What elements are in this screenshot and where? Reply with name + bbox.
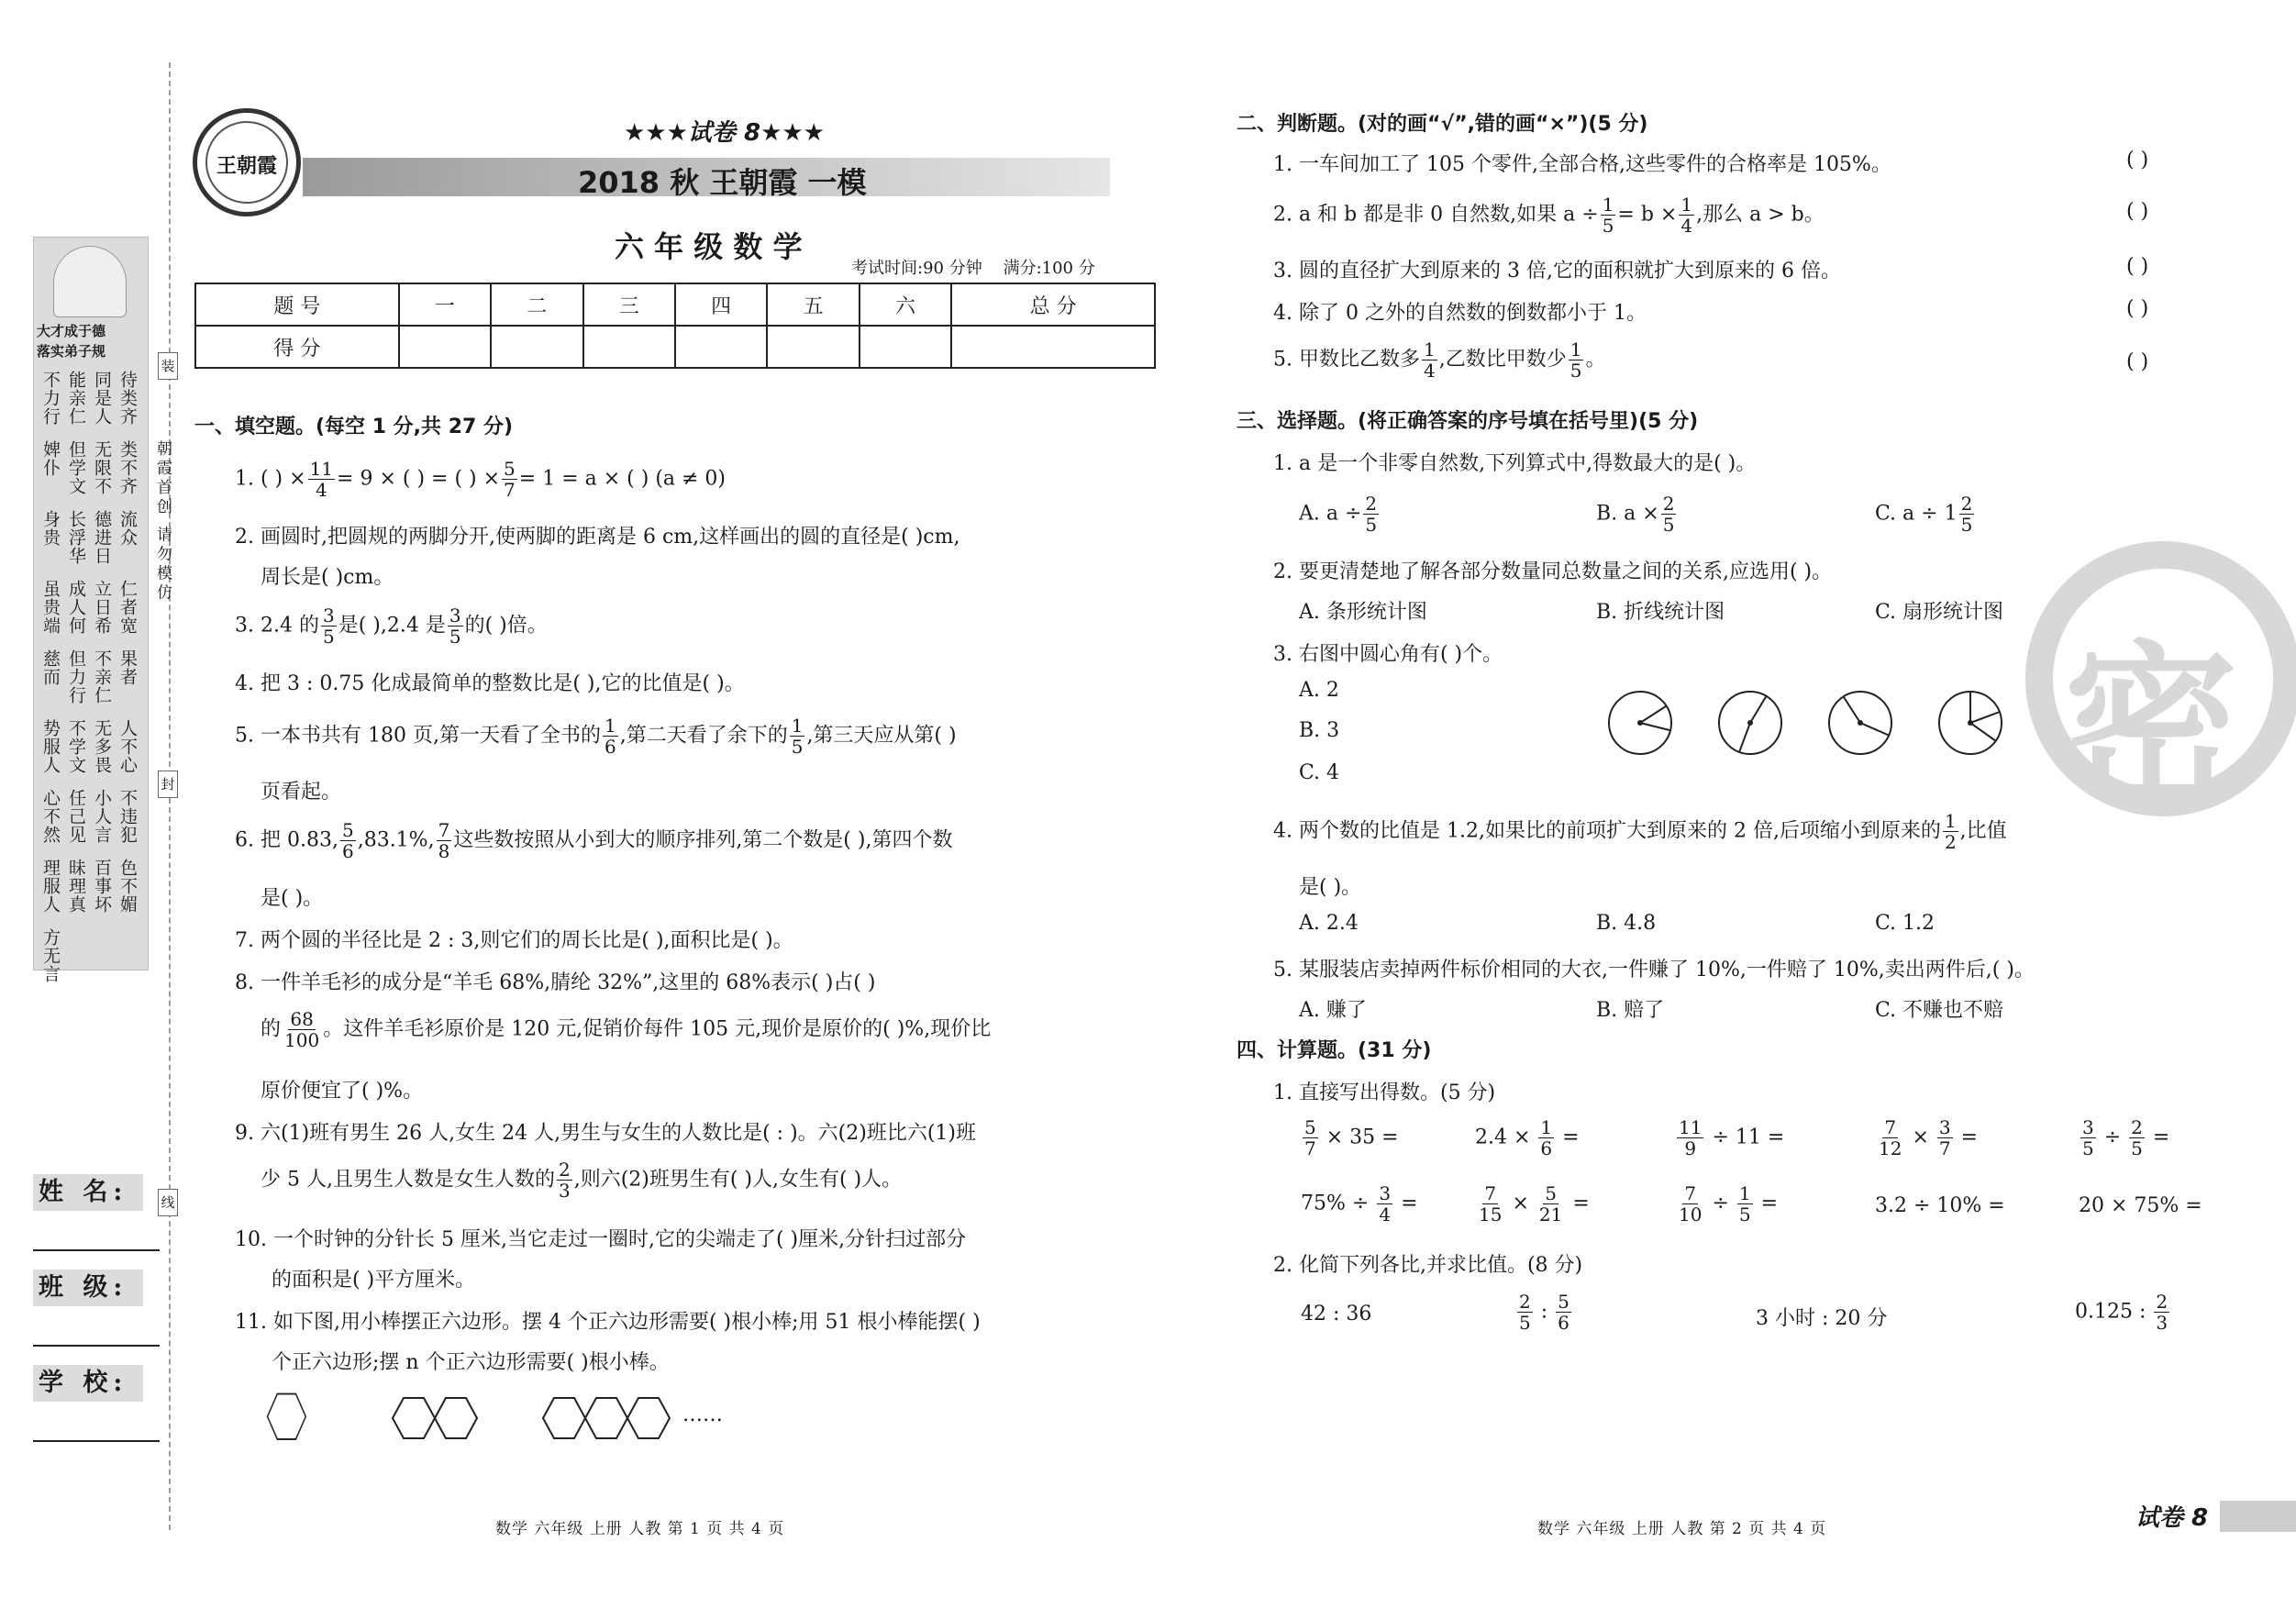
frac <box>1943 811 1958 852</box>
frac-denominator: 5 <box>1365 514 1378 536</box>
motto-block <box>40 371 141 983</box>
frac-numerator: 5 <box>341 819 354 841</box>
score-cell[interactable] <box>951 326 1155 368</box>
frac-numerator: 2 <box>2156 1291 2168 1313</box>
frac-numerator: 5 <box>1304 1116 1316 1138</box>
s1-q6d: 是( )。 <box>261 887 324 910</box>
motto-column: 心不然 <box>40 789 61 844</box>
s2-q3-answer[interactable]: ( ) <box>2126 255 2149 278</box>
s4-q2: 2. 化简下列各比,并求比值。(8 分) <box>1273 1254 1583 1277</box>
school-label: 学 校: <box>33 1365 143 1402</box>
s3-q3-c: C. 4 <box>1299 761 1340 784</box>
motto-top: 大才成于德 <box>37 323 106 339</box>
s1-q10a: 10. 一个时钟的分针长 5 厘米,当它走过一圈时,它的尖端走了( )厘米,分针扫过部分 <box>235 1228 967 1251</box>
frac <box>2080 1117 2096 1159</box>
frac <box>1937 1117 1953 1159</box>
score-cell[interactable] <box>583 326 675 368</box>
hexagon-2b <box>435 1398 477 1438</box>
footer-right: 数学 六年级 上册 人教 第 2 页 共 4 页 <box>1537 1520 1827 1538</box>
series-label: ★★★试卷 8★★★ <box>624 119 825 147</box>
frac <box>1877 1117 1903 1159</box>
frac-denominator: 4 <box>1680 215 1693 237</box>
s1-q8a: 8. 一件羊毛衫的成分是“羊毛 68%,腈纶 32%”,这里的 68%表示( )占( ) <box>235 971 876 994</box>
calc-2-1: 75% ÷ $\frac{3}{4}$ = <box>1301 1182 1418 1225</box>
motto-column: 待类齐 <box>117 371 138 426</box>
frac <box>1538 1117 1554 1159</box>
frac-denominator: 5 <box>2082 1137 2094 1159</box>
frac <box>790 715 805 757</box>
frac-numerator: 68 <box>290 1008 314 1030</box>
exam-title: 2018 秋 王朝霞 一模 <box>578 165 867 200</box>
frac-numerator: 7 <box>1684 1182 1697 1204</box>
frac <box>1677 1117 1703 1159</box>
frac-numerator: 2 <box>2131 1116 2143 1138</box>
s2-q5: 5. 甲数比乙数多 $\frac{1}{4}$ ,乙数比甲数少 $\frac{1}{5}$ 。 <box>1273 338 1606 382</box>
circle-figures <box>1603 686 2044 760</box>
s1-q8d: 原价便宜了( )%。 <box>261 1080 424 1103</box>
score-header-cell: 四 <box>675 283 767 326</box>
frac <box>1556 1292 1571 1333</box>
frac <box>1959 494 1975 535</box>
section3-title: 三、选择题。(将正确答案的序号填在括号里)(5 分) <box>1237 410 1699 433</box>
frac-numerator: 1 <box>1602 194 1614 216</box>
s3-q2-c: C. 扇形统计图 <box>1875 601 2004 624</box>
s3-q3-b: B. 3 <box>1299 719 1340 742</box>
frac-denominator: 7 <box>504 479 516 501</box>
s3-q5-a: A. 赚了 <box>1299 999 1367 1022</box>
s2-q3: 3. 圆的直径扩大到原来的 3 倍,它的面积就扩大到原来的 6 倍。 <box>1273 260 1841 283</box>
motto-column: 小人言 <box>92 789 112 844</box>
frac <box>603 715 618 757</box>
s1-q8b: 的 $\frac{68}{100}$ 。这件羊毛衫原价是 120 元,促销价每件 105 元,现价是原价的( )%,现价比 <box>261 1008 992 1051</box>
section2-title: 二、判断题。(对的画“√”,错的画“×”)(5 分) <box>1237 113 1648 136</box>
frac-denominator: 7 <box>1304 1137 1316 1159</box>
frac-denominator: 6 <box>341 840 354 862</box>
s1-q11a: 11. 如下图,用小棒摆正六边形。摆 4 个正六边形需要( )根小棒;用 51 根小棒能摆( ) <box>235 1311 981 1334</box>
frac-denominator: 5 <box>1519 1312 1531 1334</box>
frac <box>1377 1183 1392 1225</box>
frac-denominator: 5 <box>322 626 335 648</box>
name-field[interactable] <box>33 1249 160 1251</box>
motto-column: 虽贵端 <box>40 580 61 635</box>
s3-q3: 3. 右图中圆心角有( )个。 <box>1273 643 1503 666</box>
frac-denominator: 5 <box>2131 1137 2143 1159</box>
s3-q2-b: B. 折线统计图 <box>1596 601 1725 624</box>
hexagon-ellipsis: …… <box>682 1403 723 1426</box>
calc-1-2: 2.4 × $\frac{1}{6}$ = <box>1475 1116 1580 1159</box>
score-table <box>194 283 1156 369</box>
hexagon-3b <box>585 1398 627 1438</box>
frac <box>1661 494 1677 535</box>
frac-numerator: 5 <box>1558 1291 1569 1313</box>
s2-q4: 4. 除了 0 之外的自然数的倒数都小于 1。 <box>1273 302 1647 325</box>
motto-top-2: 落实弟子规 <box>37 343 106 360</box>
motto-column: 不亲仁 <box>92 649 112 704</box>
school-field[interactable] <box>33 1440 160 1442</box>
calc-2-5: 20 × 75% = <box>2079 1194 2202 1217</box>
frac <box>1477 1183 1503 1225</box>
frac-numerator: 3 <box>1938 1116 1951 1138</box>
score-header-cell: 六 <box>860 283 951 326</box>
frac-numerator: 2 <box>1960 493 1973 515</box>
s4-q1: 1. 直接写出得数。(5 分) <box>1273 1081 1496 1104</box>
calc-2-2: $\frac{7}{15}$ × $\frac{5}{21}$ = <box>1479 1182 1590 1225</box>
logo-text: 王朝霞 <box>216 154 277 178</box>
score-header-cell: 五 <box>767 283 859 326</box>
frac-denominator: 5 <box>1960 514 1973 536</box>
ratio-4: 0.125 : $\frac{2}{3}$ <box>2075 1291 2168 1334</box>
frac-numerator: 7 <box>438 819 450 841</box>
s2-q5-answer[interactable]: ( ) <box>2126 350 2149 373</box>
section4-title: 四、计算题。(31 分) <box>1237 1039 1432 1062</box>
scholar-illustration <box>53 246 127 317</box>
frac <box>502 459 517 500</box>
frac <box>437 820 452 861</box>
s1-q10b: 的面积是( )平方厘米。 <box>272 1269 476 1292</box>
frac-numerator: 5 <box>504 458 516 480</box>
motto-column: 不学文 <box>66 719 86 774</box>
frac-denominator: 100 <box>284 1029 320 1051</box>
s1-q9b: 少 5 人,且男生人数是女生人数的 $\frac{2}{3}$ ,则六(2)班男生有( )人,女生有( )人。 <box>261 1159 903 1202</box>
frac <box>1679 194 1694 236</box>
frac-numerator: 7 <box>1884 1116 1897 1138</box>
frac <box>308 459 335 500</box>
frac-numerator: 11 <box>1679 1116 1703 1138</box>
name-label: 姓 名: <box>33 1174 143 1211</box>
s3-q5-b: B. 赔了 <box>1596 999 1665 1022</box>
footer-band <box>2220 1501 2296 1532</box>
frac <box>1737 1183 1753 1225</box>
frac-denominator: 4 <box>1423 360 1436 382</box>
frac <box>557 1159 572 1201</box>
frac <box>1517 1292 1533 1333</box>
score-row-label: 得 分 <box>195 326 399 368</box>
frac-numerator: 1 <box>1680 194 1693 216</box>
score-cell[interactable] <box>399 326 491 368</box>
frac-numerator: 1 <box>1944 810 1957 832</box>
motto-column: 能亲仁 <box>66 371 86 426</box>
frac <box>1537 1183 1564 1225</box>
s1-q2b: 周长是( )cm。 <box>261 566 394 589</box>
tag-bottom: 线 <box>158 1189 178 1216</box>
s3-q3-a: A. 2 <box>1299 679 1339 702</box>
score-cell[interactable] <box>860 326 951 368</box>
s2-q2-answer[interactable]: ( ) <box>2126 200 2149 223</box>
s1-q6: 6. 把 0.83, $\frac{5}{6}$ ,83.1%, $\frac{7}{8}$ 这些数按照从小到大的顺序排列,第二个数是( ),第四个数 <box>235 819 953 862</box>
ratio-1: 42 : 36 <box>1301 1303 1372 1325</box>
motto-column: 同是人 <box>92 371 112 426</box>
frac <box>1303 1117 1318 1159</box>
motto-column: 方无言 <box>40 928 61 983</box>
motto-column: 不违犯 <box>117 789 138 844</box>
frac-denominator: 5 <box>1569 360 1582 382</box>
calc-2-4: 3.2 ÷ 10% = <box>1875 1194 2005 1217</box>
frac-numerator: 2 <box>558 1159 571 1181</box>
frac-numerator: 11 <box>309 458 334 480</box>
s3-q5: 5. 某服装店卖掉两件标价相同的大衣,一件赚了 10%,一件赔了 10%,卖出两件后,( )。 <box>1273 959 2035 981</box>
frac-numerator: 1 <box>791 715 804 737</box>
frac-numerator: 2 <box>1365 493 1378 515</box>
s2-q1: 1. 一车间加工了 105 个零件,全部合格,这些零件的合格率是 105%。 <box>1273 153 1891 176</box>
frac-numerator: 1 <box>1738 1182 1751 1204</box>
exam-info: 考试时间:90 分钟 满分:100 分 <box>851 259 1095 278</box>
frac <box>283 1009 321 1050</box>
hexagon-figure <box>266 1387 743 1451</box>
frac-denominator: 5 <box>1662 514 1675 536</box>
frac-numerator: 1 <box>1569 338 1582 360</box>
frac <box>1677 1183 1703 1225</box>
frac-denominator: 5 <box>791 736 804 758</box>
s3-q1: 1. a 是一个非零自然数,下列算式中,得数最大的是( )。 <box>1273 452 1757 475</box>
motto-column: 果者 <box>117 649 138 686</box>
hexagon-3a <box>543 1398 585 1438</box>
s2-q4-answer[interactable]: ( ) <box>2126 297 2149 320</box>
frac-denominator: 8 <box>438 840 450 862</box>
frac-numerator: 3 <box>1379 1182 1392 1204</box>
motto-column: 成人何 <box>66 580 86 635</box>
score-cell[interactable] <box>675 326 767 368</box>
motto-column: 人不心 <box>117 719 138 774</box>
seal-mark: 密 <box>2064 624 2239 828</box>
ratio-2: $\frac{2}{5}$ : $\frac{5}{6}$ <box>1519 1291 1569 1334</box>
s1-q5: 5. 一本书共有 180 页,第一天看了全书的 $\frac{1}{6}$ ,第二天看了余下的 $\frac{1}{5}$ ,第三天应从第( ) <box>235 715 957 758</box>
frac-denominator: 5 <box>1602 215 1614 237</box>
motto-column: 慈而 <box>40 649 61 686</box>
s3-q1-c: C. a ÷ 1 $\frac{2}{5}$ <box>1875 493 1973 536</box>
score-header-cell: 总 分 <box>951 283 1155 326</box>
frac-denominator: 4 <box>315 479 327 501</box>
s1-q11b: 个正六边形;摆 n 个正六边形需要( )根小棒。 <box>272 1351 670 1374</box>
frac-denominator: 10 <box>1679 1203 1703 1225</box>
s3-q1-b: B. a × $\frac{2}{5}$ <box>1596 493 1675 536</box>
motto-column: 不力行 <box>40 371 61 426</box>
class-label: 班 级: <box>33 1270 143 1306</box>
frac-numerator: 1 <box>1423 338 1436 360</box>
section1-title: 一、填空题。(每空 1 分,共 27 分) <box>194 416 514 438</box>
motto-column: 昧理真 <box>66 859 86 914</box>
footer-left: 数学 六年级 上册 人教 第 1 页 共 4 页 <box>495 1520 785 1538</box>
motto-column: 但力行 <box>66 649 86 704</box>
motto-column: 仁者宽 <box>117 580 138 635</box>
logo <box>205 121 288 204</box>
motto-column: 势服人 <box>40 719 61 774</box>
s3-q4c: 是( )。 <box>1299 876 1362 899</box>
s3-q4-c: C. 1.2 <box>1875 912 1936 935</box>
frac-denominator: 3 <box>2156 1312 2168 1334</box>
s2-q1-answer[interactable]: ( ) <box>2126 149 2149 172</box>
frac-numerator: 3 <box>322 604 335 627</box>
motto-column: 身贵 <box>40 510 61 547</box>
frac-numerator: 2 <box>1662 493 1675 515</box>
score-header-cell: 一 <box>399 283 491 326</box>
class-field[interactable] <box>33 1345 160 1347</box>
footer-exam-label: 试卷 8 <box>2135 1504 2209 1532</box>
frac <box>340 820 356 861</box>
s1-q2a: 2. 画圆时,把圆规的两脚分开,使两脚的距离是 6 cm,这样画出的圆的直径是( )cm, <box>235 526 960 549</box>
motto-column: 色不媚 <box>117 859 138 914</box>
calc-2-3: $\frac{7}{10}$ ÷ $\frac{1}{5}$ = <box>1679 1182 1779 1225</box>
frac <box>448 605 463 647</box>
frac-numerator: 2 <box>1519 1291 1531 1313</box>
frac-denominator: 6 <box>1540 1137 1553 1159</box>
frac-numerator: 1 <box>1540 1116 1553 1138</box>
s3-q4-a: A. 2.4 <box>1299 912 1359 935</box>
frac <box>2129 1117 2145 1159</box>
frac-denominator: 6 <box>1558 1312 1569 1334</box>
s3-q4-b: B. 4.8 <box>1596 912 1657 935</box>
s1-q4: 4. 把 3 : 0.75 化成最简单的整数比是( ),它的比值是( )。 <box>235 672 745 695</box>
motto-column: 婢仆 <box>40 440 61 477</box>
frac-numerator: 3 <box>449 604 461 627</box>
side-notice: 朝霞首创 请勿模仿 <box>153 440 172 604</box>
hexagon-2a <box>393 1398 435 1438</box>
frac-denominator: 15 <box>1479 1203 1503 1225</box>
hexagon-3c <box>627 1398 670 1438</box>
calc-1-4: $\frac{7}{12}$ × $\frac{3}{7}$ = <box>1879 1116 1979 1159</box>
hexagon-1 <box>268 1394 306 1439</box>
ratio-3: 3 小时 : 20 分 <box>1756 1307 1888 1330</box>
s1-q1: 1. ( ) × $\frac{11}{4}$ = 9 × ( ) = ( ) × $\frac{5}{7}$ = 1 = a × ( ) (a ≠ 0) <box>235 458 727 501</box>
frac-denominator: 9 <box>1684 1137 1697 1159</box>
frac-denominator: 3 <box>558 1180 571 1202</box>
motto-column: 类不齐 <box>117 440 138 495</box>
motto-column: 无多畏 <box>92 719 112 774</box>
s3-q1-a: A. a ÷ $\frac{2}{5}$ <box>1299 493 1378 536</box>
score-cell[interactable] <box>767 326 859 368</box>
calc-1-1: $\frac{5}{7}$ × 35 = <box>1304 1116 1399 1159</box>
score-header-cell: 二 <box>491 283 582 326</box>
motto-column: 德进日 <box>92 510 112 565</box>
frac <box>1422 339 1437 381</box>
s1-q3: 3. 2.4 的 $\frac{3}{5}$ 是( ),2.4 是 $\frac{3}{5}$ 的( )倍。 <box>235 604 548 648</box>
s1-q5d: 页看起。 <box>261 781 342 804</box>
frac-denominator: 4 <box>1379 1203 1392 1225</box>
frac-denominator: 6 <box>604 736 616 758</box>
frac-denominator: 5 <box>1738 1203 1751 1225</box>
frac-denominator: 2 <box>1944 831 1957 853</box>
frac-numerator: 5 <box>1545 1182 1557 1204</box>
motto-column: 流众 <box>117 510 138 547</box>
subject-title: 六 年 级 数 学 <box>615 229 803 264</box>
score-cell[interactable] <box>491 326 582 368</box>
score-header-cell: 题 号 <box>195 283 399 326</box>
calc-1-3: $\frac{11}{9}$ ÷ 11 = <box>1679 1116 1785 1159</box>
calc-1-5: $\frac{3}{5}$ ÷ $\frac{2}{5}$ = <box>2082 1116 2170 1159</box>
motto-column: 理服人 <box>40 859 61 914</box>
motto-column: 立日希 <box>92 580 112 635</box>
s3-q4: 4. 两个数的比值是 1.2,如果比的前项扩大到原来的 2 倍,后项缩小到原来的 $\frac{1}{2}$ ,比值 <box>1273 810 2007 853</box>
tag-mid: 封 <box>158 771 178 798</box>
s3-q2: 2. 要更清楚地了解各部分数量同总数量之间的关系,应选用( )。 <box>1273 560 1833 583</box>
frac-denominator: 5 <box>449 626 461 648</box>
frac-denominator: 12 <box>1879 1137 1902 1159</box>
tag-top: 装 <box>158 352 178 380</box>
motto-column: 百事坏 <box>92 859 112 914</box>
score-header-cell: 三 <box>583 283 675 326</box>
s1-q7: 7. 两个圆的半径比是 2 : 3,则它们的周长比是( ),面积比是( )。 <box>235 929 793 952</box>
motto-column: 无限不 <box>92 440 112 495</box>
frac <box>2154 1292 2169 1333</box>
frac <box>1569 339 1584 381</box>
s3-q5-c: C. 不赚也不赔 <box>1875 999 2004 1022</box>
motto-column: 长浮华 <box>66 510 86 565</box>
frac-numerator: 3 <box>2082 1116 2094 1138</box>
frac-numerator: 7 <box>1484 1182 1497 1204</box>
frac-denominator: 21 <box>1538 1203 1563 1225</box>
s2-q2: 2. a 和 b 都是非 0 自然数,如果 a ÷ $\frac{1}{5}$ = b × $\frac{1}{4}$ ,那么 a > b。 <box>1273 194 1825 237</box>
frac <box>1601 194 1616 236</box>
frac-denominator: 7 <box>1938 1137 1951 1159</box>
s3-q2-a: A. 条形统计图 <box>1299 601 1427 624</box>
s1-q9a: 9. 六(1)班有男生 26 人,女生 24 人,男生与女生的人数比是( : )。六(2)班比六(1)班 <box>235 1122 976 1145</box>
frac <box>321 605 337 647</box>
frac-numerator: 1 <box>604 715 616 737</box>
motto-column: 任己见 <box>66 789 86 844</box>
frac <box>1363 494 1379 535</box>
motto-column: 但学文 <box>66 440 86 495</box>
